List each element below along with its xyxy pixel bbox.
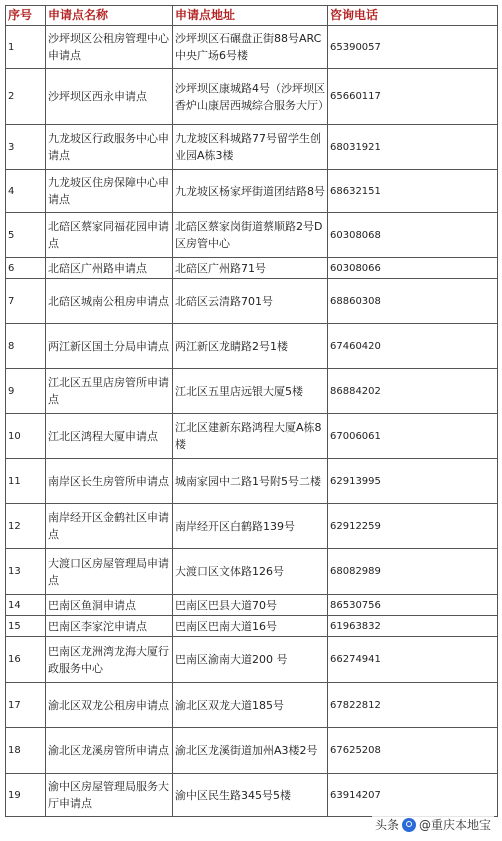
header-no: 序号 xyxy=(6,6,46,26)
cell-phone: 65660117 xyxy=(328,69,498,125)
cell-no: 15 xyxy=(6,616,46,637)
cell-name: 沙坪坝区西永申请点 xyxy=(46,69,173,125)
cell-phone: 68632151 xyxy=(328,170,498,213)
cell-address: 巴南区渝南大道200 号 xyxy=(173,637,328,683)
cell-name: 江北区五里店房管所申请点 xyxy=(46,369,173,414)
watermark-account: @重庆本地宝 xyxy=(418,818,491,832)
cell-no: 2 xyxy=(6,69,46,125)
cell-phone: 60308068 xyxy=(328,213,498,258)
cell-no: 9 xyxy=(6,369,46,414)
header-phone: 咨询电话 xyxy=(328,6,498,26)
table-row xyxy=(6,504,498,549)
cell-no: 1 xyxy=(6,26,46,69)
cell-address: 渝中区民生路345号5楼 xyxy=(173,774,328,817)
cell-name: 巴南区李家沱申请点 xyxy=(46,616,173,637)
cell-phone: 63914207 xyxy=(328,774,498,817)
cell-no: 12 xyxy=(6,504,46,549)
cell-name: 北碚区蔡家同福花园申请点 xyxy=(46,213,173,258)
cell-no: 16 xyxy=(6,637,46,683)
cell-name: 沙坪坝区公租房管理中心申请点 xyxy=(46,26,173,69)
cell-name: 渝北区双龙公租房申请点 xyxy=(46,683,173,728)
cell-no: 13 xyxy=(6,549,46,595)
cell-phone: 68860308 xyxy=(328,279,498,324)
table-row xyxy=(6,213,498,258)
table-row xyxy=(6,279,498,324)
cell-address: 城南家园中二路1号附5号二楼 xyxy=(173,459,328,504)
cell-no: 10 xyxy=(6,414,46,459)
cell-address: 九龙坡区科城路77号留学生创业园A栋3楼 xyxy=(173,125,328,170)
cell-no: 17 xyxy=(6,683,46,728)
cell-phone: 67625208 xyxy=(328,728,498,774)
cell-no: 11 xyxy=(6,459,46,504)
cell-phone: 68082989 xyxy=(328,549,498,595)
cell-address: 巴南区巴县大道70号 xyxy=(173,595,328,616)
cell-name: 两江新区国土分局申请点 xyxy=(46,324,173,369)
cell-no: 18 xyxy=(6,728,46,774)
cell-no: 5 xyxy=(6,213,46,258)
cell-address: 两江新区龙睛路2号1楼 xyxy=(173,324,328,369)
cell-address: 九龙坡区杨家坪街道团结路8号 xyxy=(173,170,328,213)
cell-name: 北碚区城南公租房申请点 xyxy=(46,279,173,324)
header-name: 申请点名称 xyxy=(46,6,173,26)
watermark xyxy=(372,815,494,834)
table-row xyxy=(6,683,498,728)
cell-name: 巴南区鱼洞申请点 xyxy=(46,595,173,616)
table-row xyxy=(6,258,498,279)
cell-address: 江北区五里店远银大厦5楼 xyxy=(173,369,328,414)
cell-phone: 60308066 xyxy=(328,258,498,279)
cell-no: 8 xyxy=(6,324,46,369)
cell-no: 4 xyxy=(6,170,46,213)
cell-phone: 65390057 xyxy=(328,26,498,69)
cell-phone: 67006061 xyxy=(328,414,498,459)
cell-address: 巴南区巴南大道16号 xyxy=(173,616,328,637)
table-row xyxy=(6,459,498,504)
cell-phone: 61963832 xyxy=(328,616,498,637)
watermark-prefix: 头条 xyxy=(374,818,399,832)
table-row xyxy=(6,414,498,459)
table-row xyxy=(6,616,498,637)
cell-name: 南岸经开区金鹤社区申请点 xyxy=(46,504,173,549)
table-row xyxy=(6,637,498,683)
cell-no: 7 xyxy=(6,279,46,324)
table-row xyxy=(6,324,498,369)
cell-phone: 68031921 xyxy=(328,125,498,170)
cell-name: 南岸区长生房管所申请点 xyxy=(46,459,173,504)
cell-phone: 86530756 xyxy=(328,595,498,616)
cell-name: 九龙坡区住房保障中心申请点 xyxy=(46,170,173,213)
cell-name: 渝中区房屋管理局服务大厅申请点 xyxy=(46,774,173,817)
table-row xyxy=(6,774,498,817)
cell-phone: 62913995 xyxy=(328,459,498,504)
table-row xyxy=(6,26,498,69)
application-points-table xyxy=(5,5,498,817)
cell-name: 北碚区广州路申请点 xyxy=(46,258,173,279)
cell-no: 19 xyxy=(6,774,46,817)
table-row xyxy=(6,369,498,414)
cell-phone: 62912259 xyxy=(328,504,498,549)
cell-name: 江北区鸿程大厦申请点 xyxy=(46,414,173,459)
table-row xyxy=(6,69,498,125)
cell-address: 渝北区龙溪街道加州A3楼2号 xyxy=(173,728,328,774)
cell-name: 九龙坡区行政服务中心申请点 xyxy=(46,125,173,170)
cell-name: 渝北区龙溪房管所申请点 xyxy=(46,728,173,774)
table-row xyxy=(6,595,498,616)
cell-phone: 66274941 xyxy=(328,637,498,683)
cell-no: 14 xyxy=(6,595,46,616)
cell-no: 6 xyxy=(6,258,46,279)
table-row xyxy=(6,170,498,213)
header-address: 申请点地址 xyxy=(173,6,328,26)
cell-phone: 67822812 xyxy=(328,683,498,728)
table-row xyxy=(6,125,498,170)
cell-phone: 86884202 xyxy=(328,369,498,414)
cell-address: 北碚区蔡家岗街道蔡顺路2号D区房管中心 xyxy=(173,213,328,258)
cell-address: 北碚区广州路71号 xyxy=(173,258,328,279)
cell-address: 大渡口区文体路126号 xyxy=(173,549,328,595)
cell-phone: 67460420 xyxy=(328,324,498,369)
table-row xyxy=(6,728,498,774)
table-row xyxy=(6,549,498,595)
cell-address: 沙坪坝区康城路4号（沙坪坝区香炉山康居西城综合服务大厅） xyxy=(173,69,328,125)
cell-address: 江北区建新东路鸿程大厦A栋8楼 xyxy=(173,414,328,459)
cell-name: 大渡口区房屋管理局申请点 xyxy=(46,549,173,595)
header-row xyxy=(6,6,498,26)
cell-address: 北碚区云清路701号 xyxy=(173,279,328,324)
cell-address: 沙坪坝区石碾盘正街88号ARC中央广场6号楼 xyxy=(173,26,328,69)
cell-address: 南岸经开区白鹤路139号 xyxy=(173,504,328,549)
toutiao-logo-icon xyxy=(402,818,416,832)
cell-address: 渝北区双龙大道185号 xyxy=(173,683,328,728)
cell-name: 巴南区龙洲湾龙海大厦行政服务中心 xyxy=(46,637,173,683)
cell-no: 3 xyxy=(6,125,46,170)
